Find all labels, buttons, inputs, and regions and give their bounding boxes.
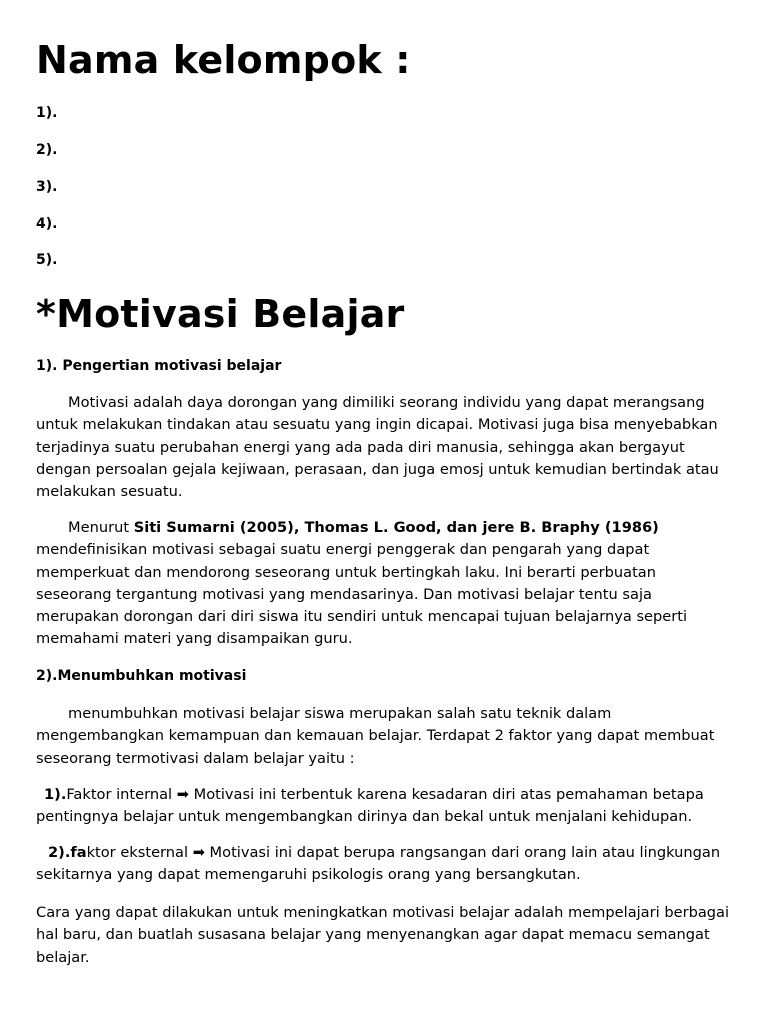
factor-external-number: 2).fa <box>48 844 87 861</box>
member-5: 5). <box>36 252 58 268</box>
member-2: 2). <box>36 142 58 158</box>
factor-internal <box>36 784 736 829</box>
section-title: *Motivasi Belajar <box>36 292 405 336</box>
experts-authors: Siti Sumarni (2005), Thomas L. Good, dan jere B. Braphy (1986) <box>133 519 659 536</box>
right-arrow-icon: ➡ <box>176 786 189 803</box>
group-name-heading: Nama kelompok : <box>36 38 411 82</box>
member-3: 3). <box>36 179 58 195</box>
paragraph-conclusion: Cara yang dapat dilakukan untuk meningkatkan motivasi belajar adalah mempelajari berbagai hal baru, dan buatlah susasana belajar yang menyenangkan agar dapat memacu semangat belajar. <box>36 904 730 966</box>
subheading-grow: 2).Menumbuhkan motivasi <box>36 668 247 684</box>
factor-internal-text: Motivasi ini terbentuk karena kesadaran diri atas pemahaman betapa pentingnya belajar untuk mengembangkan dirinya dan bekal untuk menjalani kehidupan. <box>36 786 704 826</box>
experts-rest: mendefinisikan motivasi sebagai suatu energi penggerak dan pengarah yang dapat memperkuat dan mendorong seseorang untuk bertingkah laku. Ini berarti perbuatan seseorang tergantung motivasi yang mendasarinya. Dan motivasi belajar tentu saja merupakan dorongan dari diri siswa itu sendiri untuk mencapai tujuan belajarnya seperti memahami materi yang disampaikan guru. <box>36 541 688 648</box>
factor-external-label: ktor eksternal <box>86 844 193 861</box>
right-arrow-icon: ➡ <box>192 844 205 861</box>
member-4: 4). <box>36 216 58 232</box>
factor-internal-number: 1). <box>44 786 67 803</box>
paragraph-definition: Motivasi adalah daya dorongan yang dimiliki seorang individu yang dapat merangsang untuk melakukan tindakan atau sesuatu yang ingin dicapai. Motivasi juga bisa menyebabkan terjadinya suatu perubahan energi yang ada pada diri manusia, sehingga akan bergayut dengan persoalan gejala kejiwaan, perasaan, dan juga emosj untuk kemudian bertindak atau melakukan sesuatu. <box>36 394 719 501</box>
factor-internal-label: Faktor internal <box>66 786 177 803</box>
paragraph-grow: menumbuhkan motivasi belajar siswa merupakan salah satu teknik dalam mengembangkan kemampuan dan kemauan belajar. Terdapat 2 faktor yang dapat membuat seseorang termotivasi dalam belajar yaitu : <box>36 705 715 767</box>
subheading-definition: 1). Pengertian motivasi belajar <box>36 358 282 374</box>
experts-lead: Menurut <box>68 519 134 536</box>
paragraph-experts <box>36 517 736 651</box>
factor-external <box>36 842 736 887</box>
member-1: 1). <box>36 105 58 121</box>
factor-external-text: Motivasi ini dapat berupa rangsangan dari orang lain atau lingkungan sekitarnya yang dapat memengaruhi psikologis orang yang bersangkutan. <box>36 844 721 884</box>
